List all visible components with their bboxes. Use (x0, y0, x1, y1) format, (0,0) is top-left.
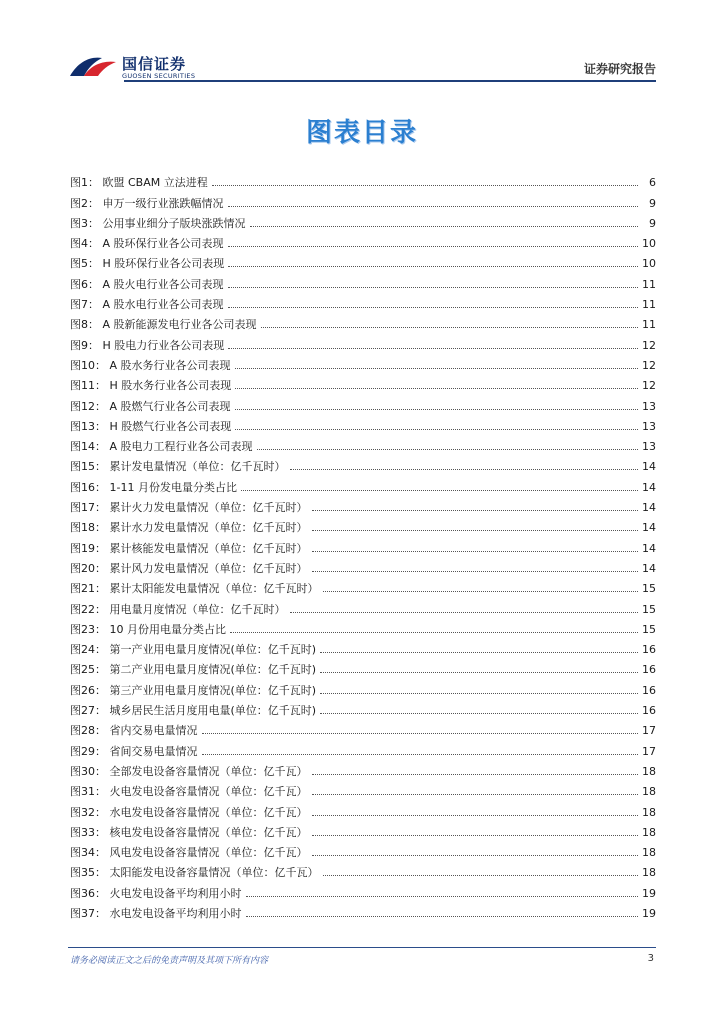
toc-entry-page: 10 (642, 257, 656, 271)
toc-entry-label: 图36： 火电发电设备平均利用小时 (70, 886, 242, 900)
guosen-logo (68, 50, 208, 84)
toc-entry[interactable] (70, 677, 656, 697)
toc-entry[interactable] (70, 657, 656, 677)
toc-entry[interactable] (70, 211, 656, 231)
toc-entry[interactable] (70, 190, 656, 210)
toc-dot-leader (323, 591, 639, 592)
toc-entry[interactable] (70, 251, 656, 271)
toc-entry-page: 11 (642, 277, 656, 291)
figure-toc-list (70, 170, 656, 921)
page-header (68, 48, 656, 88)
toc-entry[interactable] (70, 799, 656, 819)
toc-entry-label: 图23： 10 月份用电量分类占比 (70, 622, 226, 636)
toc-entry[interactable] (70, 820, 656, 840)
toc-entry-page: 14 (642, 561, 656, 575)
toc-entry-page: 18 (642, 764, 656, 778)
toc-entry[interactable] (70, 332, 656, 352)
toc-dot-leader (320, 693, 638, 694)
toc-entry-label: 图2： 申万一级行业涨跌幅情况 (70, 196, 224, 210)
toc-entry[interactable] (70, 515, 656, 535)
toc-dot-leader (202, 733, 639, 734)
toc-entry-label: 图25： 第二产业用电量月度情况(单位：亿千瓦时) (70, 663, 317, 677)
toc-entry[interactable] (70, 373, 656, 393)
toc-dot-leader (235, 409, 638, 410)
toc-entry-page: 12 (642, 338, 656, 352)
toc-dot-leader (290, 469, 639, 470)
toc-entry-page: 18 (642, 785, 656, 799)
toc-dot-leader (212, 185, 638, 186)
toc-dot-leader (235, 388, 638, 389)
toc-entry-page: 9 (649, 196, 656, 210)
toc-entry[interactable] (70, 596, 656, 616)
toc-dot-leader (312, 551, 639, 552)
toc-entry-page: 13 (642, 399, 656, 413)
toc-entry[interactable] (70, 434, 656, 454)
toc-entry-label: 图35： 太阳能发电设备容量情况（单位：亿千瓦） (70, 866, 319, 880)
toc-entry-page: 18 (642, 846, 656, 860)
toc-entry[interactable] (70, 393, 656, 413)
toc-entry-page: 14 (642, 460, 656, 474)
toc-dot-leader (312, 571, 639, 572)
toc-dot-leader (312, 510, 639, 511)
toc-entry[interactable] (70, 779, 656, 799)
toc-entry-page: 14 (642, 521, 656, 535)
toc-entry[interactable] (70, 576, 656, 596)
toc-entry-label: 图14： A 股电力工程行业各公司表现 (70, 440, 253, 454)
toc-entry-label: 图9： H 股电力行业各公司表现 (70, 338, 225, 352)
toc-entry[interactable] (70, 759, 656, 779)
toc-dot-leader (312, 855, 639, 856)
toc-entry[interactable] (70, 718, 656, 738)
toc-entry-page: 16 (642, 643, 656, 657)
toc-entry-label: 图31： 火电发电设备容量情况（单位：亿千瓦） (70, 785, 308, 799)
toc-entry[interactable] (70, 880, 656, 900)
toc-entry-label: 图21： 累计太阳能发电量情况（单位：亿千瓦时） (70, 582, 319, 596)
toc-dot-leader (228, 206, 639, 207)
toc-entry[interactable] (70, 860, 656, 880)
toc-entry-label: 图13： H 股燃气行业各公司表现 (70, 419, 232, 433)
toc-entry[interactable] (70, 556, 656, 576)
toc-dot-leader (246, 896, 639, 897)
toc-entry-label: 图11： H 股水务行业各公司表现 (70, 379, 232, 393)
toc-entry-page: 18 (642, 866, 656, 880)
toc-entry-label: 图20： 累计风力发电量情况（单位：亿千瓦时） (70, 561, 308, 575)
toc-entry-page: 18 (642, 805, 656, 819)
toc-entry[interactable] (70, 474, 656, 494)
toc-entry-label: 图33： 核电发电设备容量情况（单位：亿千瓦） (70, 825, 308, 839)
toc-dot-leader (230, 632, 638, 633)
toc-entry-page: 9 (649, 216, 656, 230)
toc-entry-page: 6 (649, 176, 656, 190)
toc-entry[interactable] (70, 170, 656, 190)
toc-entry[interactable] (70, 637, 656, 657)
footer-divider (68, 947, 656, 948)
toc-dot-leader (312, 774, 639, 775)
toc-entry[interactable] (70, 901, 656, 921)
toc-entry[interactable] (70, 312, 656, 332)
toc-entry-page: 11 (642, 298, 656, 312)
logo-text-en: GUOSEN SECURITIES (122, 72, 196, 80)
toc-dot-leader (257, 449, 638, 450)
toc-dot-leader (246, 916, 639, 917)
toc-entry-page: 19 (642, 906, 656, 920)
toc-entry-page: 13 (642, 440, 656, 454)
toc-entry-label: 图18： 累计水力发电量情况（单位：亿千瓦时） (70, 521, 308, 535)
toc-dot-leader (312, 815, 639, 816)
toc-dot-leader (261, 327, 638, 328)
toc-entry-label: 图12： A 股燃气行业各公司表现 (70, 399, 231, 413)
toc-dot-leader (235, 429, 638, 430)
toc-entry[interactable] (70, 231, 656, 251)
toc-dot-leader (320, 672, 638, 673)
toc-entry-label: 图5： H 股环保行业各公司表现 (70, 257, 225, 271)
toc-entry-label: 图29： 省间交易电量情况 (70, 744, 198, 758)
toc-dot-leader (228, 246, 638, 247)
toc-entry[interactable] (70, 535, 656, 555)
toc-entry[interactable] (70, 617, 656, 637)
toc-entry-page: 15 (642, 602, 656, 616)
toc-dot-leader (290, 612, 639, 613)
toc-entry[interactable] (70, 271, 656, 291)
toc-entry-label: 图1： 欧盟 CBAM 立法进程 (70, 176, 208, 190)
toc-entry-page: 14 (642, 541, 656, 555)
toc-entry-label: 图26： 第三产业用电量月度情况(单位：亿千瓦时) (70, 683, 317, 697)
toc-entry[interactable] (70, 292, 656, 312)
toc-dot-leader (323, 875, 639, 876)
toc-entry-label: 图28： 省内交易电量情况 (70, 724, 198, 738)
toc-entry-page: 19 (642, 886, 656, 900)
toc-dot-leader (228, 266, 638, 267)
toc-dot-leader (320, 713, 638, 714)
toc-dot-leader (228, 287, 638, 288)
toc-entry[interactable] (70, 353, 656, 373)
toc-dot-leader (312, 530, 639, 531)
toc-entry-page: 10 (642, 237, 656, 251)
disclaimer-note: 请务必阅读正文之后的免责声明及其项下所有内容 (70, 956, 269, 966)
toc-entry-label: 图4： A 股环保行业各公司表现 (70, 237, 224, 251)
toc-dot-leader (228, 348, 638, 349)
toc-entry-page: 11 (642, 318, 656, 332)
toc-entry-label: 图32： 水电发电设备容量情况（单位：亿千瓦） (70, 805, 308, 819)
toc-dot-leader (202, 754, 639, 755)
toc-dot-leader (312, 835, 639, 836)
toc-entry-page: 12 (642, 358, 656, 372)
toc-entry-page: 15 (642, 582, 656, 596)
toc-entry-page: 14 (642, 501, 656, 515)
report-type-label: 证券研究报告 (583, 62, 656, 76)
toc-entry-page: 16 (642, 663, 656, 677)
toc-dot-leader (228, 307, 638, 308)
toc-entry-page: 13 (642, 419, 656, 433)
toc-entry-label: 图16： 1-11 月份发电量分类占比 (70, 480, 237, 494)
toc-entry[interactable] (70, 698, 656, 718)
toc-entry-label: 图27： 城乡居民生活月度用电量(单位：亿千瓦时) (70, 704, 317, 718)
toc-entry-label: 图15： 累计发电量情况（单位：亿千瓦时） (70, 460, 286, 474)
toc-entry[interactable] (70, 495, 656, 515)
toc-entry-page: 16 (642, 704, 656, 718)
toc-entry-label: 图22： 用电量月度情况（单位：亿千瓦时） (70, 602, 286, 616)
toc-entry-label: 图19： 累计核能发电量情况（单位：亿千瓦时） (70, 541, 308, 555)
toc-dot-leader (241, 490, 638, 491)
toc-entry-page: 16 (642, 683, 656, 697)
toc-entry-label: 图30： 全部发电设备容量情况（单位：亿千瓦） (70, 764, 308, 778)
toc-entry-page: 17 (642, 744, 656, 758)
toc-dot-leader (250, 226, 639, 227)
toc-entry-label: 图7： A 股水电行业各公司表现 (70, 298, 224, 312)
toc-entry-page: 15 (642, 622, 656, 636)
toc-entry-label: 图8： A 股新能源发电行业各公司表现 (70, 318, 257, 332)
toc-dot-leader (320, 652, 638, 653)
toc-entry[interactable] (70, 840, 656, 860)
toc-entry-label: 图6： A 股火电行业各公司表现 (70, 277, 224, 291)
toc-title: 图表目录 (305, 118, 418, 148)
toc-entry-page: 18 (642, 825, 656, 839)
page-number: 3 (647, 953, 654, 964)
toc-dot-leader (235, 368, 638, 369)
toc-entry-label: 图3： 公用事业细分子版块涨跌情况 (70, 216, 246, 230)
logo-text-cn: 国信证券 (122, 55, 187, 73)
toc-entry-label: 图10： A 股水务行业各公司表现 (70, 358, 231, 372)
guosen-logo-icon (68, 52, 118, 80)
toc-entry-page: 12 (642, 379, 656, 393)
toc-entry[interactable] (70, 454, 656, 474)
toc-entry-label: 图37： 水电发电设备平均利用小时 (70, 906, 242, 920)
toc-entry[interactable] (70, 738, 656, 758)
toc-entry-page: 14 (642, 480, 656, 494)
header-divider (124, 80, 656, 82)
toc-entry[interactable] (70, 414, 656, 434)
toc-entry-label: 图17： 累计火力发电量情况（单位：亿千瓦时） (70, 501, 308, 515)
toc-entry-label: 图24： 第一产业用电量月度情况(单位：亿千瓦时) (70, 643, 317, 657)
toc-entry-page: 17 (642, 724, 656, 738)
toc-dot-leader (312, 794, 639, 795)
toc-entry-label: 图34： 风电发电设备容量情况（单位：亿千瓦） (70, 846, 308, 860)
